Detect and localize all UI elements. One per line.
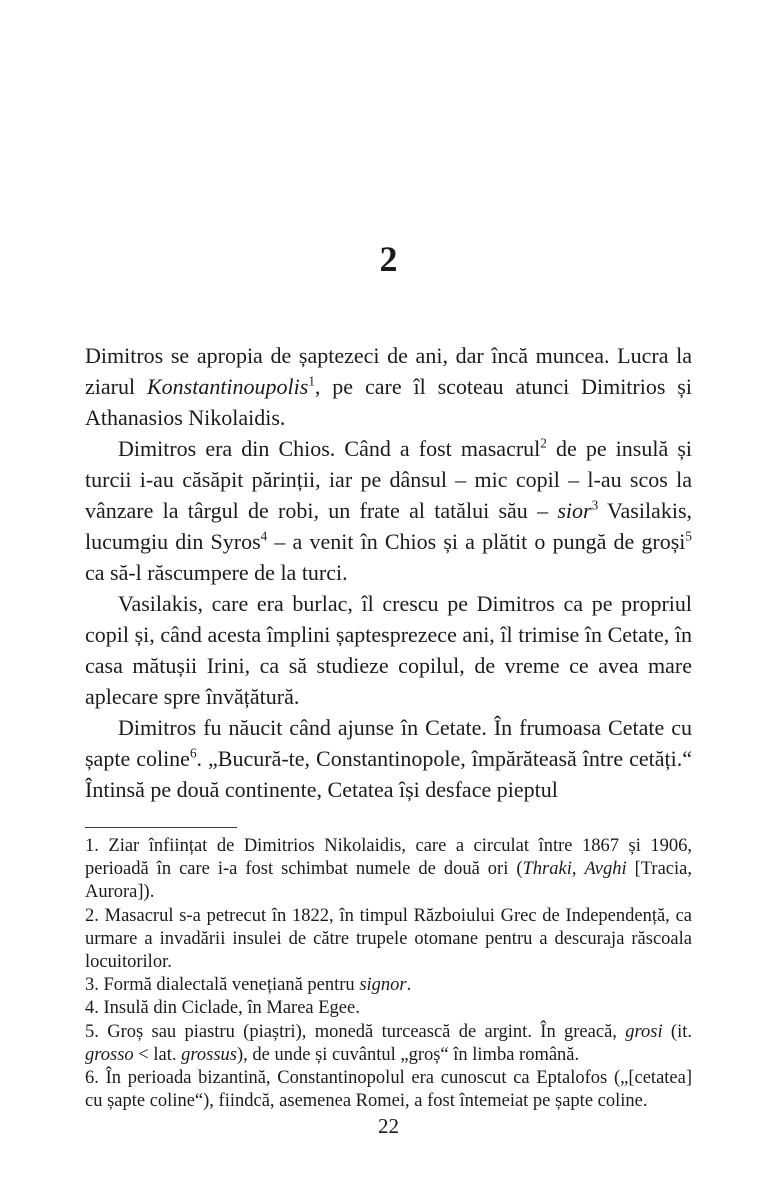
footnote-item: 6. În perioada bizantină, Constantinopolul era cunoscut ca Eptalofos („[cetatea] cu șapte coline“), fiindcă, asemenea Romei, a fost întemeiat pe șapte coline. (85, 1068, 692, 1112)
page-number: 22 (378, 1114, 399, 1138)
page-content (85, 0, 692, 1113)
footnotes-section (85, 835, 692, 1113)
footnote-item: 2. Masacrul s-a petrecut în 1822, în timpul Războiului Grec de Independență, ca urmare a invadării insulei de către trupele otomane pentru a descuraja răscoala locuitorilor. (85, 905, 692, 973)
footnote-item: 4. Insulă din Ciclade, în Marea Egee. (85, 998, 360, 1019)
body-text (85, 340, 692, 805)
chapter-number: 2 (379, 239, 398, 279)
body-paragraph: Dimitros se apropia de șaptezeci de ani, dar încă muncea. Lucra la ziarul Konstantinoupolis$^1$, pe care îl scoteau atunci Dimitrios și Athanasios Nikolaidis. (85, 343, 692, 430)
footnote-item: 1. Ziar înființat de Dimitrios Nikolaidis, care a circulat între 1867 și 1906, perioadă în care i-a fost schimbat numele de două ori (Thraki, Avghi [Tracia, Aurora]). (85, 836, 692, 903)
footnote-divider (85, 827, 237, 828)
body-paragraph: Vasilakis, care era burlac, îl crescu pe Dimitros ca pe propriul copil și, când acesta împlini șaptesprezece ani, îl trimise în Cetate, în casa mătușii Irini, ca să studieze copilul, de vreme ce avea mare aplecare spre învățătură. (85, 591, 692, 709)
body-paragraph: Dimitros era din Chios. Când a fost masacrul$^2$ de pe insulă și turcii i-au căsăpit părinții, iar pe dânsul – mic copil – l-au scos la vânzare la târgul de robi, un frate al tatălui său – sior$^3$ Vasilakis, lucumgiu din Syros$^4$ – a venit în Chios și a plătit o pungă de groși$^5$ ca să-l răscumpere de la turci. (85, 435, 692, 585)
body-paragraph: Dimitros fu năucit când ajunse în Cetate. În frumoasa Cetate cu șapte coline$^6$. „Bucură-te, Constantinopole, împărăteasă între cetăți.“ Întinsă pe două continente, Cetatea își desface pieptul (85, 715, 692, 802)
footnote-item: 3. Formă dialectală venețiană pentru signor. (85, 975, 412, 996)
footnote-item: 5. Groș sau piastru (piaștri), monedă turcească de argint. În greacă, grosi (it. grosso < lat. grossus), de unde și cuvântul „groș“ în limba română. (85, 1021, 692, 1065)
